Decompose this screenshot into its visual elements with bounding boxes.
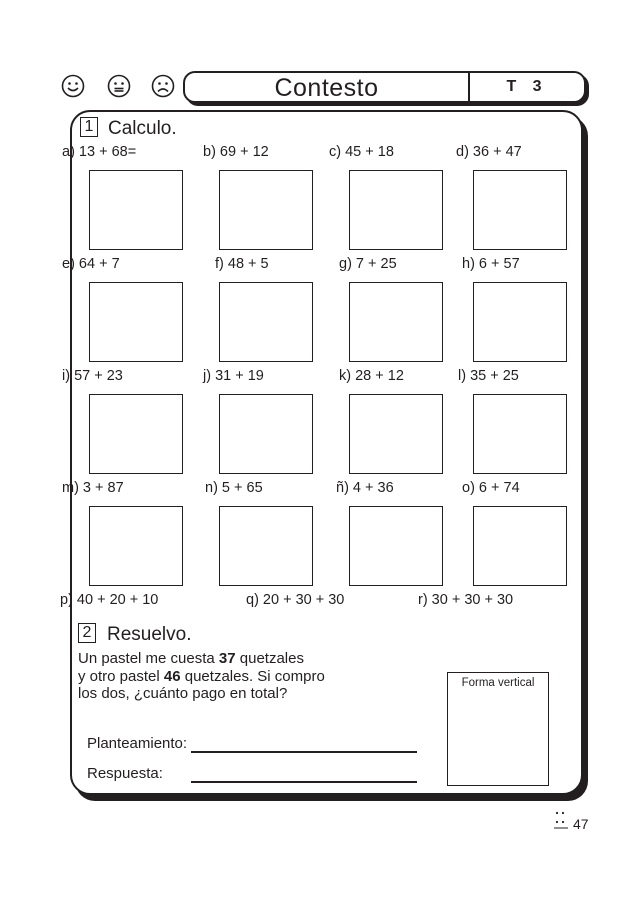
answer-box-j[interactable] <box>219 394 313 474</box>
happy-face-icon <box>60 73 86 99</box>
problem-o: o) 6 + 74 <box>462 480 520 496</box>
section-2-title: Resuelvo. <box>107 624 192 645</box>
respuesta-line[interactable] <box>191 781 417 783</box>
problem-d: d) 36 + 47 <box>456 144 522 160</box>
problem-q: q) 20 + 30 + 30 <box>246 592 345 608</box>
statement-line-1: Un pastel me cuesta 37 quetzales <box>78 650 304 667</box>
answer-box-a[interactable] <box>89 170 183 250</box>
self-assessment-faces <box>60 73 180 101</box>
problem-g: g) 7 + 25 <box>339 256 397 272</box>
problem-k: k) 28 + 12 <box>339 368 404 384</box>
answer-box-n[interactable] <box>219 506 313 586</box>
answer-box-o[interactable] <box>473 506 567 586</box>
problem-b: b) 69 + 12 <box>203 144 269 160</box>
problem-e: e) 64 + 7 <box>62 256 120 272</box>
title-bar <box>183 71 586 103</box>
answer-box-c[interactable] <box>349 170 443 250</box>
problem-h: h) 6 + 57 <box>462 256 520 272</box>
problem-r: r) 30 + 30 + 30 <box>418 592 514 608</box>
answer-box-k[interactable] <box>349 394 443 474</box>
section-1-title: Calculo. <box>108 118 177 139</box>
section-1-number: 1 <box>80 117 98 137</box>
answer-box-d[interactable] <box>473 170 567 250</box>
statement-line-2: y otro pastel 46 quetzales. Si compro <box>78 667 325 685</box>
answer-box-i[interactable] <box>89 394 183 474</box>
page-mark-icon <box>554 808 568 830</box>
answer-box-n-tilde[interactable] <box>349 506 443 586</box>
problem-c: c) 45 + 18 <box>329 144 394 160</box>
problem-l: l) 35 + 25 <box>458 368 519 384</box>
section-2-number: 2 <box>78 623 96 643</box>
problem-f: f) 48 + 5 <box>215 256 269 272</box>
answer-box-g[interactable] <box>349 282 443 362</box>
problem-a: a) 13 + 68= <box>62 144 137 160</box>
problem-i: i) 57 + 23 <box>62 368 123 384</box>
answer-box-e[interactable] <box>89 282 183 362</box>
answer-box-l[interactable] <box>473 394 567 474</box>
planteamiento-line[interactable] <box>191 751 417 753</box>
word-problem-statement <box>78 650 378 703</box>
planteamiento-label: Planteamiento: <box>87 735 188 752</box>
vertical-form-box[interactable] <box>447 672 549 786</box>
problem-m: m) 3 + 87 <box>62 480 124 496</box>
vertical-form-label: Forma vertical <box>461 677 535 689</box>
unit-code: T 3 <box>506 78 548 95</box>
answer-box-m[interactable] <box>89 506 183 586</box>
page-number: 47 <box>573 816 589 832</box>
problem-n: n) 5 + 65 <box>205 480 263 496</box>
page-title: Contesto <box>274 74 379 102</box>
respuesta-label: Respuesta: <box>87 765 163 782</box>
neutral-face-icon <box>106 73 132 99</box>
answer-box-b[interactable] <box>219 170 313 250</box>
sad-face-icon <box>150 73 176 99</box>
statement-line-3: los dos, ¿cuánto pago en total? <box>78 685 288 702</box>
problem-n-tilde: ñ) 4 + 36 <box>336 480 394 496</box>
answer-box-f[interactable] <box>219 282 313 362</box>
problem-j: j) 31 + 19 <box>203 368 264 384</box>
problem-p: p) 40 + 20 + 10 <box>60 592 159 608</box>
answer-box-h[interactable] <box>473 282 567 362</box>
